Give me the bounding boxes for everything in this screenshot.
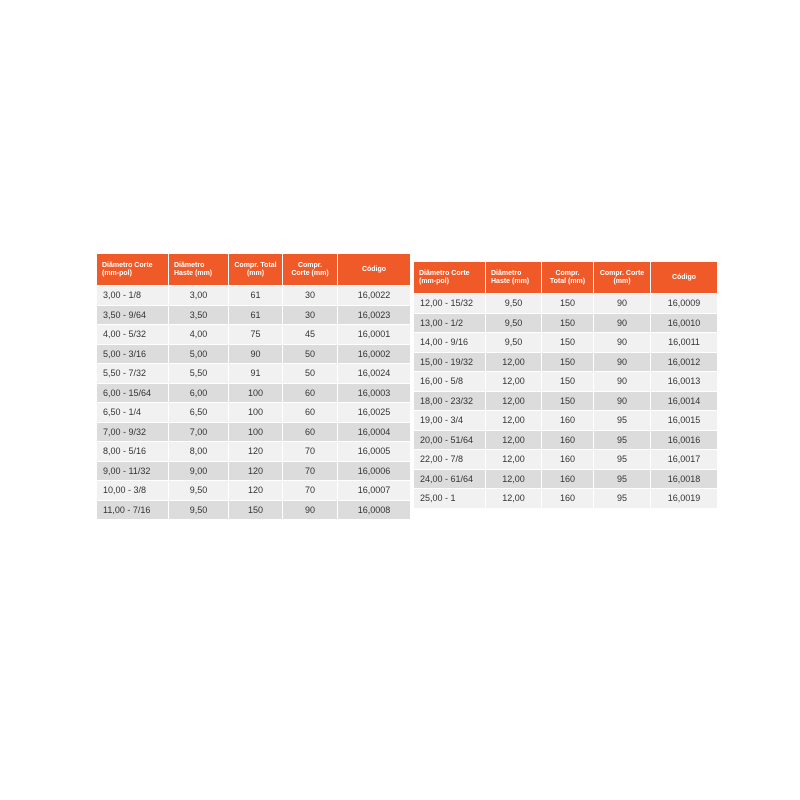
cut-length-cell: 95: [594, 410, 651, 430]
cut-diameter-cell: 22,00 - 7/8: [414, 449, 486, 469]
table-row: [414, 391, 717, 411]
cut-diameter-cell: 10,00 - 3/8: [97, 480, 169, 500]
shank-diameter-cell: 12,00: [486, 488, 542, 508]
shank-diameter-cell: 6,50: [169, 402, 229, 422]
total-length-cell: 120: [229, 461, 283, 481]
code-cell: 16,0012: [651, 352, 717, 372]
code-cell: 16,0017: [651, 449, 717, 469]
header-row: [97, 254, 410, 285]
shank-diameter-cell: 9,50: [169, 500, 229, 520]
cut-diameter-cell: 15,00 - 19/32: [414, 352, 486, 372]
cut-length-cell: 90: [594, 391, 651, 411]
header-code: Código: [651, 262, 717, 293]
total-length-cell: 160: [542, 469, 594, 489]
cut-diameter-cell: 11,00 - 7/16: [97, 500, 169, 520]
shank-diameter-cell: 12,00: [486, 391, 542, 411]
table-row: [414, 371, 717, 391]
total-length-cell: 61: [229, 285, 283, 305]
table-row: [97, 363, 410, 383]
total-length-cell: 120: [229, 480, 283, 500]
table-row: [97, 500, 410, 520]
cut-diameter-cell: 5,00 - 3/16: [97, 344, 169, 364]
table-row: [97, 441, 410, 461]
shank-diameter-cell: 5,50: [169, 363, 229, 383]
cut-diameter-cell: 24,00 - 61/64: [414, 469, 486, 489]
cut-length-cell: 70: [283, 480, 338, 500]
cut-diameter-cell: 19,00 - 3/4: [414, 410, 486, 430]
code-cell: 16,0011: [651, 332, 717, 352]
table-row: [414, 352, 717, 372]
cut-diameter-cell: 25,00 - 1: [414, 488, 486, 508]
header-cut-diameter: Diâmetro Corte (mm-pol): [97, 254, 169, 285]
cut-length-cell: 90: [594, 332, 651, 352]
cut-length-cell: 90: [283, 500, 338, 520]
shank-diameter-cell: 12,00: [486, 430, 542, 450]
total-length-cell: 120: [229, 441, 283, 461]
cut-length-cell: 70: [283, 461, 338, 481]
code-cell: 16,0008: [338, 500, 410, 520]
total-length-cell: 150: [542, 352, 594, 372]
total-length-cell: 160: [542, 410, 594, 430]
total-length-cell: 100: [229, 422, 283, 442]
code-cell: 16,0019: [651, 488, 717, 508]
total-length-cell: 150: [542, 391, 594, 411]
cut-length-cell: 95: [594, 488, 651, 508]
cut-diameter-cell: 3,00 - 1/8: [97, 285, 169, 305]
table-row: [414, 430, 717, 450]
cut-length-cell: 30: [283, 285, 338, 305]
cut-length-cell: 45: [283, 324, 338, 344]
header-shank-diameter: Diâmetro Haste (mm): [169, 254, 229, 285]
table-row: [97, 285, 410, 305]
shank-diameter-cell: 9,50: [486, 293, 542, 313]
cut-length-cell: 60: [283, 402, 338, 422]
cut-length-cell: 60: [283, 383, 338, 403]
cut-diameter-cell: 4,00 - 5/32: [97, 324, 169, 344]
shank-diameter-cell: 12,00: [486, 371, 542, 391]
total-length-cell: 91: [229, 363, 283, 383]
total-length-cell: 100: [229, 402, 283, 422]
shank-diameter-cell: 3,00: [169, 285, 229, 305]
header-cut-length: Compr. Corte (mm): [594, 262, 651, 293]
shank-diameter-cell: 12,00: [486, 469, 542, 489]
cut-diameter-cell: 8,00 - 5/16: [97, 441, 169, 461]
cut-length-cell: 60: [283, 422, 338, 442]
header-code: Código: [338, 254, 410, 285]
cut-length-cell: 90: [594, 293, 651, 313]
table-row: [414, 313, 717, 333]
table-row: [414, 488, 717, 508]
shank-diameter-cell: 12,00: [486, 352, 542, 372]
table-row: [97, 305, 410, 325]
table-row: [97, 480, 410, 500]
cut-length-cell: 70: [283, 441, 338, 461]
code-cell: 16,0003: [338, 383, 410, 403]
total-length-cell: 150: [542, 313, 594, 333]
table-row: [97, 383, 410, 403]
code-cell: 16,0005: [338, 441, 410, 461]
header-total-length: Compr. Total (mm): [542, 262, 594, 293]
shank-diameter-cell: 9,50: [486, 313, 542, 333]
total-length-cell: 75: [229, 324, 283, 344]
cut-diameter-cell: 14,00 - 9/16: [414, 332, 486, 352]
total-length-cell: 61: [229, 305, 283, 325]
cut-diameter-cell: 6,50 - 1/4: [97, 402, 169, 422]
cut-diameter-cell: 20,00 - 51/64: [414, 430, 486, 450]
code-cell: 16,0009: [651, 293, 717, 313]
total-length-cell: 100: [229, 383, 283, 403]
code-cell: 16,0024: [338, 363, 410, 383]
cut-length-cell: 95: [594, 449, 651, 469]
shank-diameter-cell: 3,50: [169, 305, 229, 325]
table-row: [97, 402, 410, 422]
shank-diameter-cell: 12,00: [486, 410, 542, 430]
cut-diameter-cell: 9,00 - 11/32: [97, 461, 169, 481]
cut-diameter-cell: 16,00 - 5/8: [414, 371, 486, 391]
header-row: [414, 262, 717, 293]
total-length-cell: 150: [542, 371, 594, 391]
shank-diameter-cell: 7,00: [169, 422, 229, 442]
table-row: [97, 422, 410, 442]
cut-length-cell: 50: [283, 363, 338, 383]
code-cell: 16,0016: [651, 430, 717, 450]
cut-diameter-cell: 18,00 - 23/32: [414, 391, 486, 411]
code-cell: 16,0001: [338, 324, 410, 344]
code-cell: 16,0015: [651, 410, 717, 430]
table-row: [97, 324, 410, 344]
header-cut-length: Compr. Corte (mm): [283, 254, 338, 285]
shank-diameter-cell: 5,00: [169, 344, 229, 364]
table-row: [414, 469, 717, 489]
total-length-cell: 160: [542, 430, 594, 450]
cut-diameter-cell: 7,00 - 9/32: [97, 422, 169, 442]
total-length-cell: 150: [542, 332, 594, 352]
table-row: [97, 344, 410, 364]
header-shank-diameter: Diâmetro Haste (mm): [486, 262, 542, 293]
shank-diameter-cell: 8,00: [169, 441, 229, 461]
total-length-cell: 90: [229, 344, 283, 364]
drill-spec-table-left: [97, 254, 410, 519]
shank-diameter-cell: 9,50: [486, 332, 542, 352]
code-cell: 16,0023: [338, 305, 410, 325]
cut-length-cell: 50: [283, 344, 338, 364]
code-cell: 16,0018: [651, 469, 717, 489]
table-row: [414, 332, 717, 352]
header-total-length: Compr. Total (mm): [229, 254, 283, 285]
cut-length-cell: 30: [283, 305, 338, 325]
cut-diameter-cell: 13,00 - 1/2: [414, 313, 486, 333]
cut-length-cell: 90: [594, 371, 651, 391]
shank-diameter-cell: 9,50: [169, 480, 229, 500]
cut-length-cell: 90: [594, 352, 651, 372]
shank-diameter-cell: 12,00: [486, 449, 542, 469]
table-row: [97, 461, 410, 481]
total-length-cell: 160: [542, 488, 594, 508]
code-cell: 16,0014: [651, 391, 717, 411]
code-cell: 16,0022: [338, 285, 410, 305]
shank-diameter-cell: 6,00: [169, 383, 229, 403]
code-cell: 16,0002: [338, 344, 410, 364]
cut-diameter-cell: 5,50 - 7/32: [97, 363, 169, 383]
code-cell: 16,0010: [651, 313, 717, 333]
total-length-cell: 150: [542, 293, 594, 313]
table-row: [414, 449, 717, 469]
code-cell: 16,0004: [338, 422, 410, 442]
table-row: [414, 293, 717, 313]
cut-length-cell: 95: [594, 469, 651, 489]
code-cell: 16,0007: [338, 480, 410, 500]
cut-diameter-cell: 6,00 - 15/64: [97, 383, 169, 403]
code-cell: 16,0006: [338, 461, 410, 481]
cut-diameter-cell: 3,50 - 9/64: [97, 305, 169, 325]
code-cell: 16,0013: [651, 371, 717, 391]
total-length-cell: 160: [542, 449, 594, 469]
drill-spec-table-right: [414, 262, 717, 508]
cut-length-cell: 95: [594, 430, 651, 450]
table-row: [414, 410, 717, 430]
header-cut-diameter: Diâmetro Corte (mm-pol): [414, 262, 486, 293]
total-length-cell: 150: [229, 500, 283, 520]
cut-diameter-cell: 12,00 - 15/32: [414, 293, 486, 313]
shank-diameter-cell: 4,00: [169, 324, 229, 344]
cut-length-cell: 90: [594, 313, 651, 333]
shank-diameter-cell: 9,00: [169, 461, 229, 481]
code-cell: 16,0025: [338, 402, 410, 422]
